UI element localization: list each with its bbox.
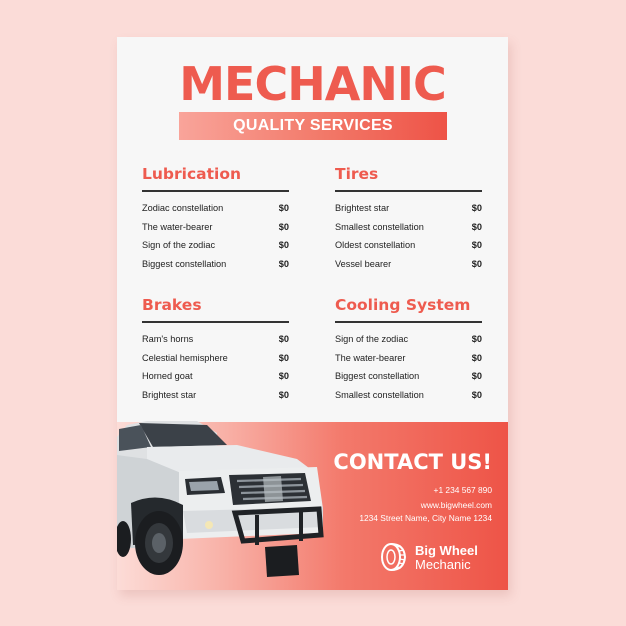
- contact-address: 1234 Street Name, City Name 1234: [359, 513, 492, 523]
- contact-website: www.bigwheel.com: [420, 500, 492, 510]
- item-price: $0: [471, 221, 482, 232]
- list-item: [142, 217, 289, 236]
- item-name: Celestial hemisphere: [142, 352, 228, 363]
- list-item: [335, 367, 482, 386]
- section-divider: [335, 321, 482, 323]
- item-price: $0: [471, 333, 482, 344]
- item-name: The water-bearer: [142, 221, 213, 232]
- section-title: Cooling System: [335, 296, 471, 314]
- list-item: [142, 236, 289, 255]
- item-price: $0: [471, 371, 482, 382]
- item-name: Zodiac constellation: [142, 202, 224, 213]
- list-item: [142, 199, 289, 218]
- section-brakes: [142, 294, 289, 404]
- list-item: [142, 367, 289, 386]
- item-price: $0: [471, 389, 482, 400]
- section-tires: [335, 163, 482, 273]
- item-name: Brightest star: [142, 389, 197, 400]
- item-price: $0: [278, 240, 289, 251]
- item-price: $0: [278, 221, 289, 232]
- item-price: $0: [278, 202, 289, 213]
- contact-title: CONTACT US!: [333, 450, 492, 474]
- item-name: Biggest constellation: [142, 258, 227, 269]
- section-cooling-system: [335, 294, 482, 404]
- list-item: [335, 255, 482, 274]
- section-title: Lubrication: [142, 165, 242, 183]
- item-name: Oldest constellation: [335, 240, 416, 251]
- item-name: Biggest constellation: [335, 371, 420, 382]
- list-item: [142, 330, 289, 349]
- list-item: [335, 217, 482, 236]
- item-name: Smallest constellation: [335, 389, 424, 400]
- list-item: [142, 255, 289, 274]
- subtitle: QUALITY SERVICES: [233, 117, 393, 134]
- item-name: Vessel bearer: [335, 258, 392, 269]
- item-name: Brightest star: [335, 202, 390, 213]
- contact-phone: +1 234 567 890: [433, 485, 492, 495]
- list-item: [335, 199, 482, 218]
- flyer: [117, 37, 508, 590]
- subtitle-banner: [179, 112, 447, 140]
- brand-name: Big Wheel: [415, 543, 478, 558]
- list-item: [335, 386, 482, 405]
- brand-subtitle: Mechanic: [415, 557, 471, 572]
- item-name: Sign of the zodiac: [142, 240, 216, 251]
- page-title: MECHANIC: [179, 57, 446, 111]
- item-price: $0: [471, 258, 482, 269]
- item-name: Sign of the zodiac: [335, 333, 409, 344]
- list-item: [142, 348, 289, 367]
- item-name: Smallest constellation: [335, 221, 424, 232]
- section-divider: [335, 190, 482, 192]
- item-name: Ram's horns: [142, 333, 194, 344]
- item-price: $0: [471, 202, 482, 213]
- item-price: $0: [278, 258, 289, 269]
- item-price: $0: [278, 389, 289, 400]
- section-divider: [142, 321, 289, 323]
- section-title: Tires: [335, 165, 379, 183]
- item-price: $0: [471, 352, 482, 363]
- tire-icon: [378, 542, 408, 572]
- item-price: $0: [278, 352, 289, 363]
- list-item: [142, 386, 289, 405]
- section-lubrication: [142, 163, 289, 273]
- list-item: [335, 330, 482, 349]
- item-price: $0: [278, 333, 289, 344]
- truck-image: [117, 415, 327, 590]
- item-name: Horned goat: [142, 371, 193, 382]
- item-price: $0: [471, 240, 482, 251]
- item-name: The water-bearer: [335, 352, 406, 363]
- section-divider: [142, 190, 289, 192]
- list-item: [335, 236, 482, 255]
- list-item: [335, 348, 482, 367]
- item-price: $0: [278, 371, 289, 382]
- section-title: Brakes: [142, 296, 202, 314]
